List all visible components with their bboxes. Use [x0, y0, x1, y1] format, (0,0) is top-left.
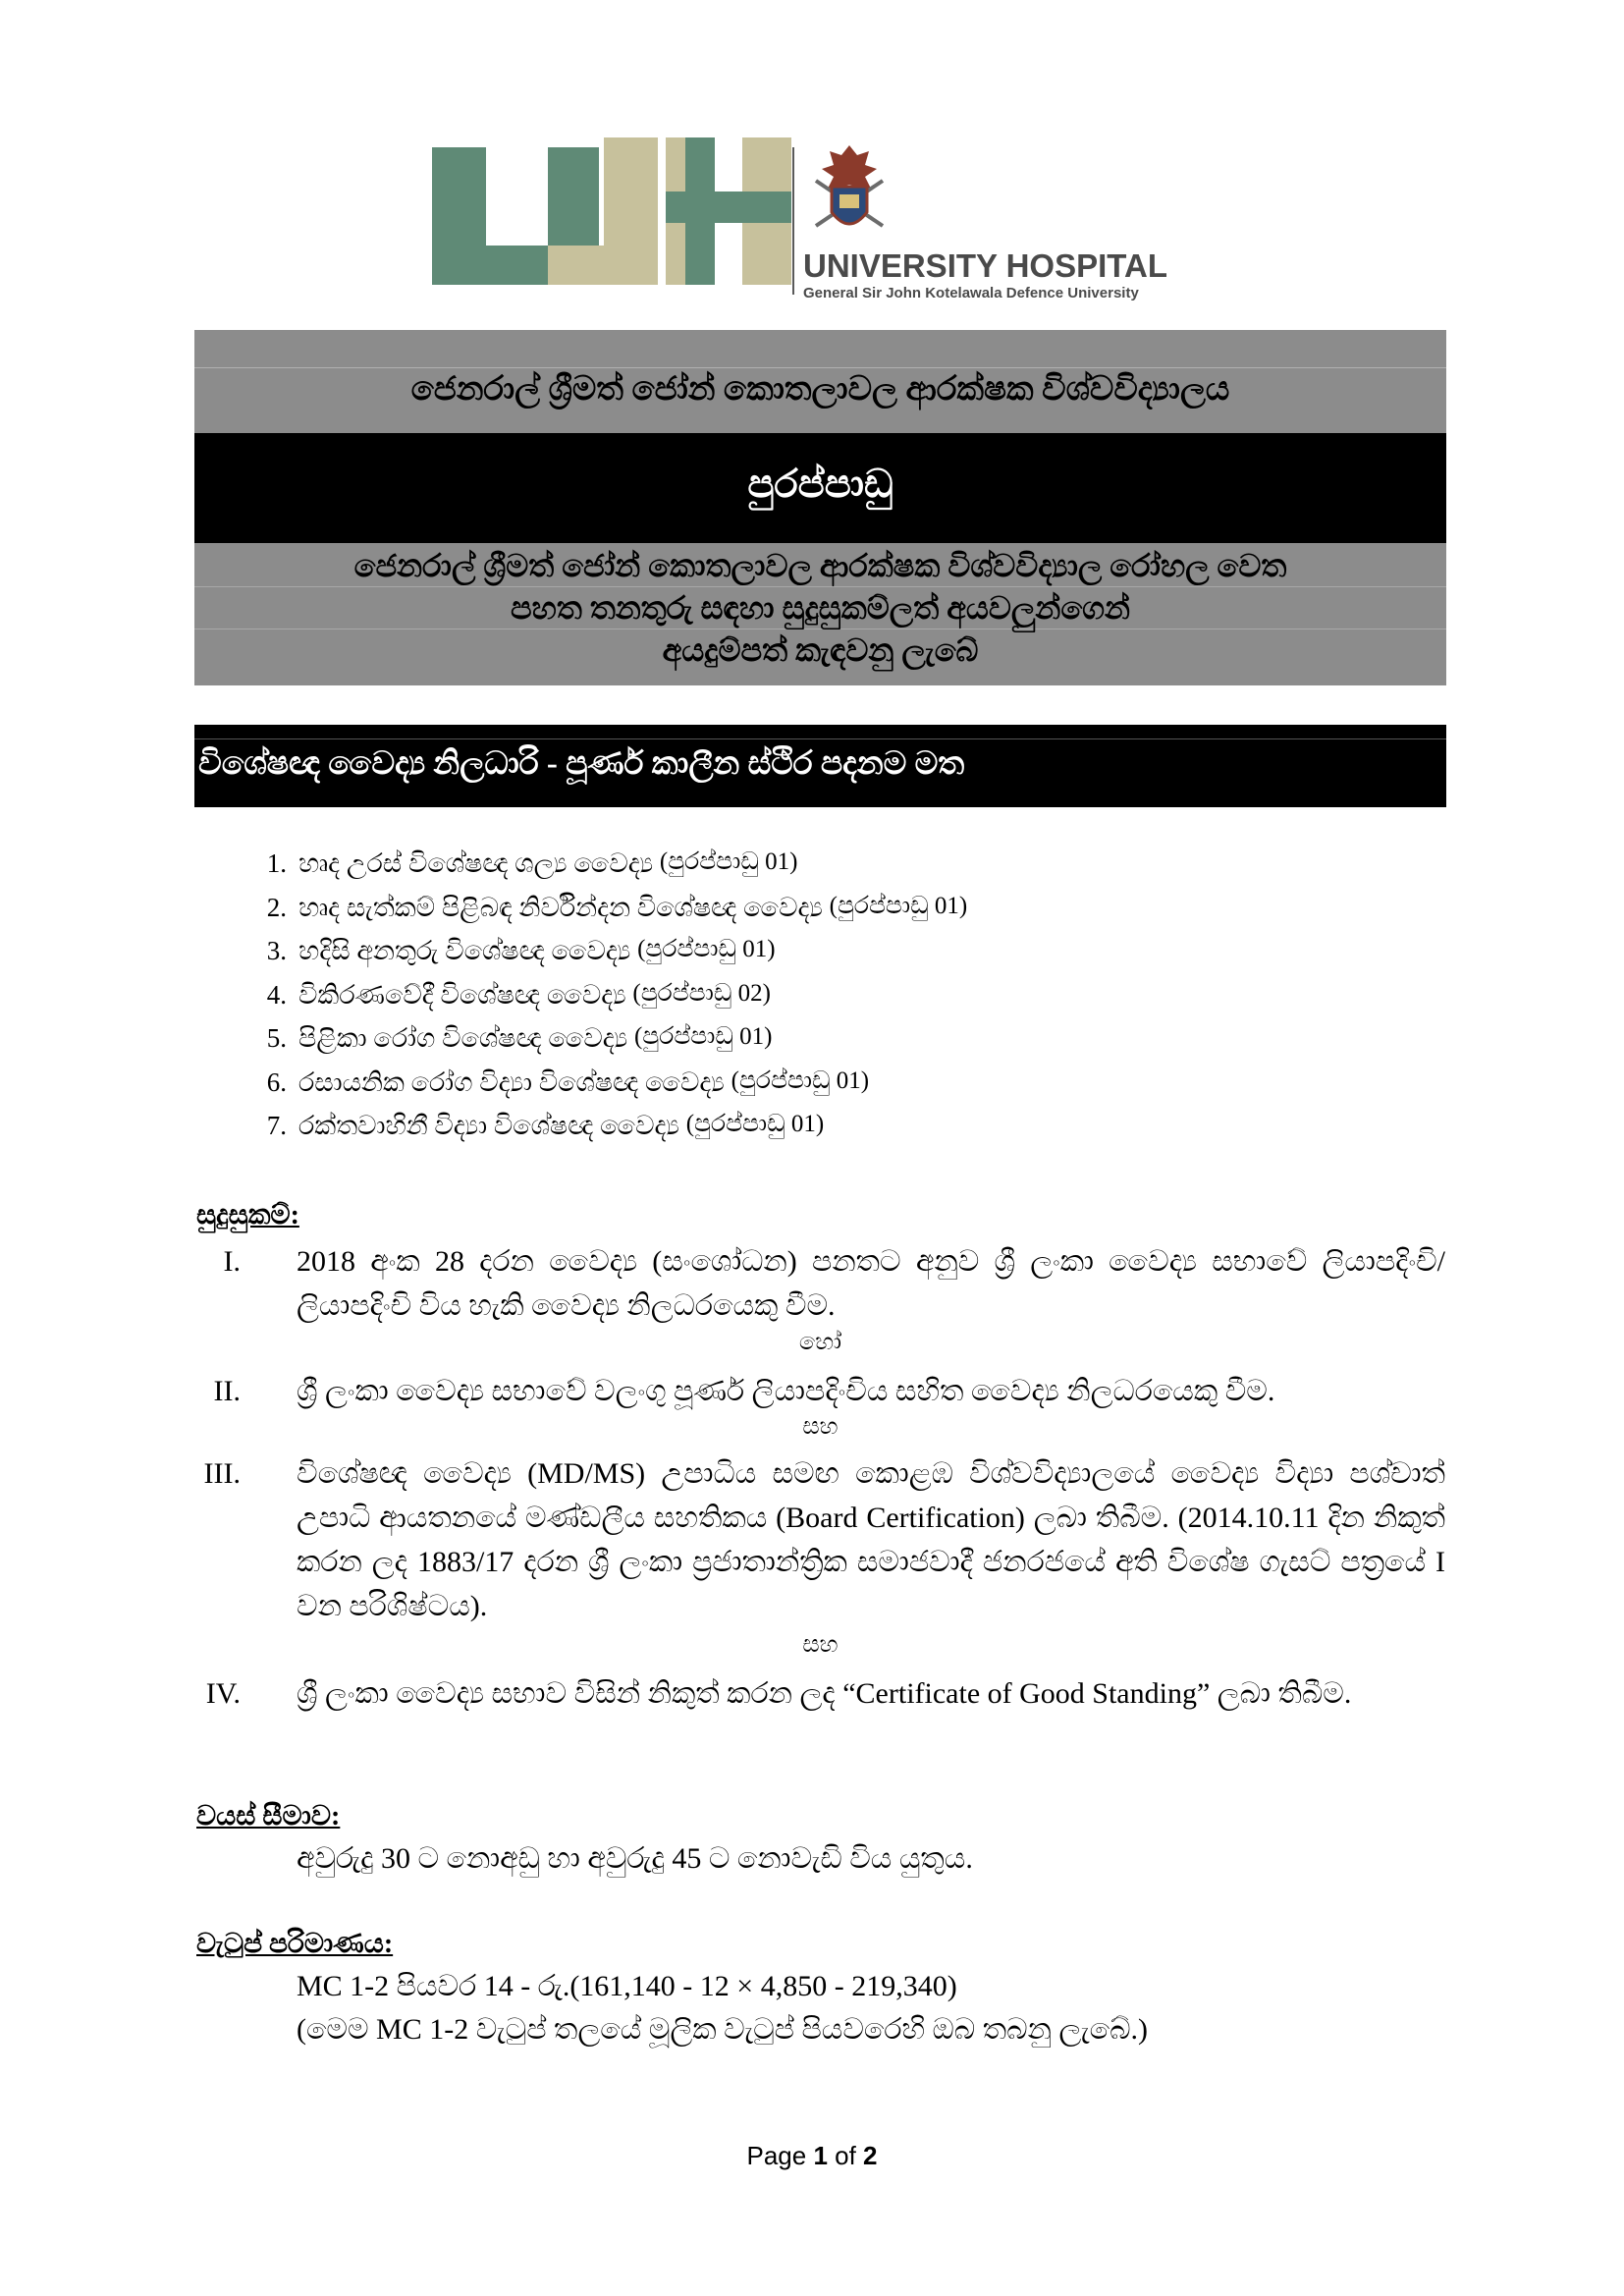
list-number: 6.: [266, 1066, 287, 1097]
qualification-text: 2018 අංක 28 දරන වෛද්‍ය (සංශෝධන) පනතට අනුව ශ්‍රී ලංකා වෛද්‍ය සභාවේ ලියාපදිංචි/ ලියාපදිංචි විය හැකි වෛද්‍ය නිලධරයෙකු වීම.: [297, 1245, 1445, 1322]
salary-heading: වැටුප් පරිමාණය:: [196, 1929, 394, 1959]
list-item: [245, 1023, 967, 1067]
position-name: හෘද උරස් විශේෂඥ ශල්‍ය වෛද්‍ය: [298, 848, 654, 878]
university-hospital-logo: [432, 137, 1167, 309]
connector-or: හෝ: [798, 1330, 842, 1355]
roman-numeral: IV.: [205, 1677, 241, 1710]
page-total: 2: [863, 2141, 878, 2170]
vacancy-count: (පුරප්පාඩු 01): [731, 1066, 870, 1094]
vacancies-band: [194, 433, 1446, 543]
vacancy-count: (පුරප්පාඩු 01): [637, 936, 776, 962]
list-number: 3.: [266, 936, 287, 965]
qualifications-heading: සුදුසුකම්:: [196, 1200, 299, 1230]
list-number: 1.: [266, 848, 287, 878]
list-number: 7.: [266, 1111, 287, 1140]
position-name: රසායනික රෝග විද්‍යා විශේෂඥ වෛද්‍ය: [298, 1066, 725, 1097]
logo-cross-horizontal: [666, 191, 791, 223]
page-of: of: [827, 2141, 864, 2170]
qualification-text: ශ්‍රී ලංකා වෛද්‍ය සභාවේ වලංගු පූර්ණ ලියාපදිංචිය සහිත වෛද්‍ය නිලධරයෙකු වීම.: [297, 1375, 1275, 1407]
vacancy-count: (පුරප්පාඩු 01): [685, 1111, 825, 1137]
age-limit-text: අවුරුදු 30 ට නොඅඩු හා අවුරුදු 45 ට නොවැඩි විය යුතුය.: [297, 1842, 973, 1875]
page-current: 1: [813, 2141, 828, 2170]
vacancies-title: පුරප්පාඩු: [747, 462, 893, 506]
crest-icon: [810, 141, 889, 240]
vacancy-count: (පුරප්පාඩු 01): [633, 1023, 773, 1050]
connector-and: සහ: [802, 1414, 839, 1440]
list-item: [245, 1111, 967, 1155]
logo-divider: [792, 147, 794, 295]
position-name: හදිසි අනතුරු විශේෂඥ වෛද්‍ය: [298, 936, 631, 965]
roman-numeral: I.: [223, 1245, 241, 1278]
page-prefix: Page: [746, 2141, 814, 2170]
connector-and: සහ: [802, 1632, 839, 1658]
vacancy-count: (පුරප්පාඩු 02): [632, 979, 771, 1007]
qualification-text: විශේෂඥ වෛද්‍ය (MD/MS) උපාධිය සමඟ කොළඹ විශ්වවිද්‍යාලයේ වෛද්‍ය විද්‍යා පශ්චාත් උපාධි ආයතනයේ මණ්ඩලීය සහතිකය (Board Certification) ලබා තිබීම. (2014.10.11 දින නිකුත් කරන ලද 1883/17 දරන ශ්‍රී ලංකා ප්‍රජාතාන්ත්‍රික සමාජවාදී ජනරජයේ අති විශේෂ ගැසට් පත්‍රයේ I වන පරිශිෂ්ටය).: [297, 1457, 1445, 1622]
intro-line: අයදුම්පත් කැඳවනු ලැබේ: [662, 632, 979, 668]
list-item: [245, 936, 967, 980]
list-item: [245, 848, 967, 893]
logo-university-subtitle: General Sir John Kotelawala Defence University: [803, 285, 1139, 301]
vacancy-count: (පුරප්පාඩු 01): [659, 848, 798, 875]
list-number: 2.: [266, 892, 287, 922]
intro-line: ජෙනරාල් ශ්‍රීමත් ජෝන් කොතලාවල ආරක්ෂක විශ්වවිද්‍යාල රෝහල වෙත: [194, 545, 1446, 587]
uh-logo-mark: [432, 137, 795, 285]
intro-line: පහත තනතුරු සඳහා සුදුසුකම්ලත් අයවලුන්ගෙන්: [194, 587, 1446, 629]
university-name-band: [194, 330, 1446, 433]
position-name: විකිරණවේදී විශේෂඥ වෛද්‍ය: [298, 979, 626, 1010]
salary-scale: MC 1-2 පියවර 14 - රු.(161,140 - 12 × 4,850 - 219,340): [297, 1970, 957, 2002]
university-name: ජෙනරාල් ශ්‍රීමත් ජෝන් කොතලාවල ආරක්ෂක විශ්වවිද්‍යාලය: [410, 371, 1230, 408]
position-name: රක්තවාහිනී විද්‍යා විශේෂඥ වෛද්‍ය: [298, 1111, 679, 1140]
roman-numeral: II.: [213, 1375, 241, 1407]
list-number: 4.: [266, 979, 287, 1010]
list-item: [245, 980, 967, 1024]
roman-numeral: III.: [203, 1457, 241, 1490]
intro-band: [194, 543, 1446, 685]
salary-note: (මෙම MC 1-2 වැටුප් තලයේ මූලික වැටුප් පියවරෙහි ඔබ තබනු ලැබේ.): [297, 2013, 1149, 2046]
list-number: 5.: [266, 1023, 287, 1053]
position-name: හෘද සැත්කම් පිළිබඳ නිර්වින්දන විශේෂඥ වෛද්‍ය: [298, 892, 823, 922]
position-title-band: [194, 725, 1446, 807]
age-limit-heading: වයස් සීමාව:: [196, 1801, 341, 1831]
position-name: පිළිකා රෝග විශේෂඥ වෛද්‍ය: [298, 1023, 628, 1053]
position-title: විශේෂඥ වෛද්‍ය නිලධාරි - පූර්ණ කාලීන ස්ථිර පදනම මත: [198, 746, 965, 782]
qualification-text: ශ්‍රී ලංකා වෛද්‍ය සභාව විසින් නිකුත් කරන ලද “Certificate of Good Standing” ලබා තිබීම.: [297, 1677, 1352, 1710]
positions-list: [245, 848, 967, 1155]
vacancy-count: (පුරප්පාඩු 01): [829, 892, 968, 919]
list-item: [245, 893, 967, 937]
logo-hospital-name: UNIVERSITY HOSPITAL: [803, 247, 1167, 284]
page-number: [0, 2141, 1624, 2171]
list-item: [245, 1067, 967, 1112]
